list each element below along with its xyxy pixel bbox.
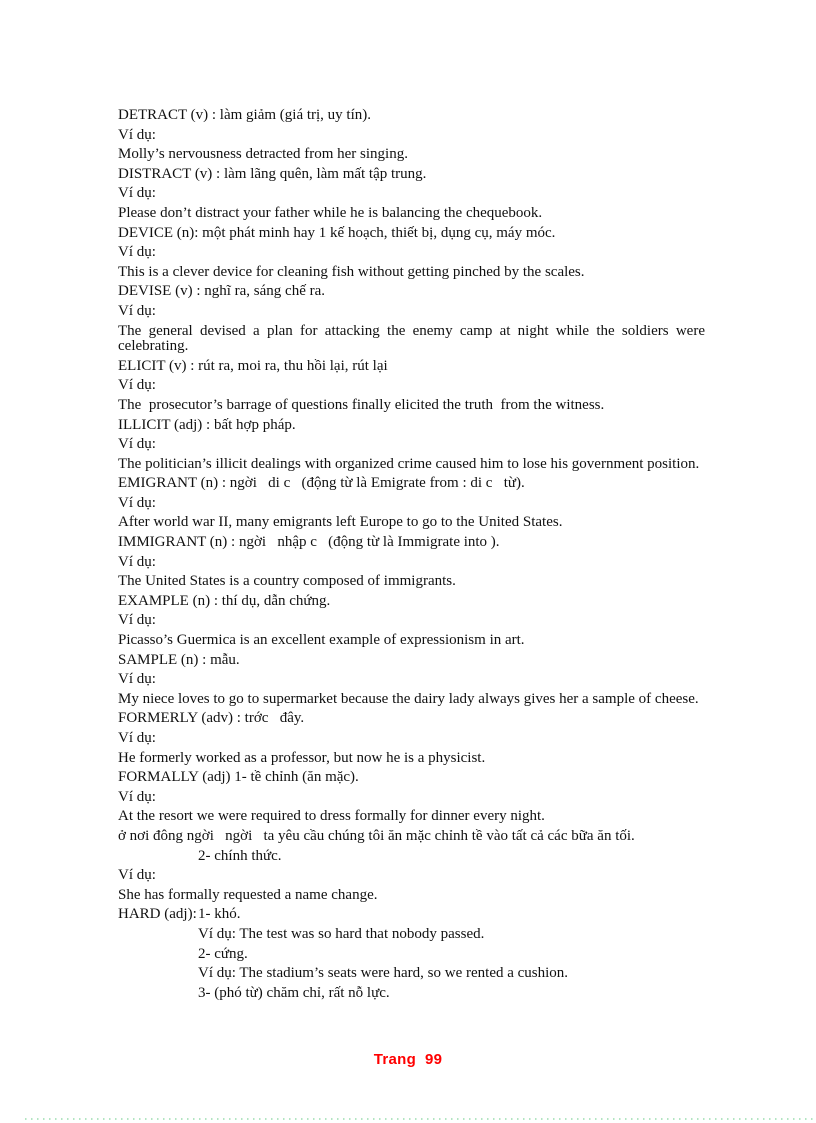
page-break-dotted-line [25,1118,816,1120]
text-line: The prosecutor’s barrage of questions finally elicited the truth from the witness. [118,396,605,413]
text-line: After world war II, many emigrants left Europe to go to the United States. [118,514,563,531]
text-line: FORMERLY (adv) : trớc đây. [118,710,305,727]
text-line: DETRACT (v) : làm giảm (giá trị, uy tín). [118,107,372,123]
text-line: EXAMPLE (n) : thí dụ, dẫn chứng. [118,592,331,609]
text-line: Ví dụ: [118,185,156,202]
text-line: She has formally requested a name change. [118,886,378,903]
text-line: Ví dụ: The stadium’s seats were hard, so we rented a cushion. [198,965,569,982]
text-line: Ví dụ: The test was so hard that nobody passed. [198,925,485,942]
text-line: The politician’s illicit dealings with organized crime caused him to lose his government position. [118,455,700,472]
text-line: The general devised a plan for attacking the enemy camp at night while the soldiers were [118,322,705,339]
text-line: ở nơi đông ngời ngời ta yêu cầu chúng tôi ăn mặc chỉnh tề vào tất cả các bữa ăn tối. [118,827,635,844]
text-line: 2- cứng. [198,945,248,962]
document-body [118,106,705,1003]
text-line: My niece loves to go to supermarket because the dairy lady always gives her a sample of cheese. [118,690,699,707]
text-line: At the resort we were required to dress formally for dinner every night. [118,808,545,825]
text-line: Ví dụ: [118,788,156,805]
text-line: Ví dụ: [118,302,156,319]
text-line: Ví dụ: [118,126,156,143]
text-line: 2- chính thức. [198,847,282,864]
entry-word: HARD (adj): [118,906,197,923]
text-line: Ví dụ: [118,612,156,629]
text-line: Ví dụ: [118,436,156,453]
entry-sense: 1- khó. [198,906,241,923]
text-line: DEVISE (v) : nghĩ ra, sáng chế ra. [118,283,326,300]
text-line: Molly’s nervousness detracted from her singing. [118,146,408,163]
text-line: EMIGRANT (n) : ngời di c (động từ là Emigrate from : di c từ). [118,475,525,492]
text-line: Ví dụ: [118,730,156,746]
text-line: Ví dụ: [118,377,156,394]
text-line: celebrating. [118,338,189,355]
text-line: This is a clever device for cleaning fish without getting pinched by the scales. [118,263,585,280]
text-line: DISTRACT (v) : làm lãng quên, làm mất tập trung. [118,165,427,182]
text-line: Picasso’s Guermica is an excellent example of expressionism in art. [118,632,525,649]
text-line: Ví dụ: [118,867,156,884]
text-line: IMMIGRANT (n) : ngời nhập c (động từ là Immigrate into ). [118,534,500,551]
text-line: Ví dụ: [118,671,156,688]
text-line: DEVICE (n): một phát minh hay 1 kế hoạch, thiết bị, dụng cụ, máy móc. [118,224,556,241]
text-line: ELICIT (v) : rút ra, moi ra, thu hồi lại, rút lại [118,357,388,374]
text-line: SAMPLE (n) : mẫu. [118,651,240,668]
text-line: The United States is a country composed of immigrants. [118,573,456,590]
text-line [118,905,705,925]
text-line: Ví dụ: [118,244,156,261]
text-line: Ví dụ: [118,553,156,570]
text-line: ILLICIT (adj) : bất hợp pháp. [118,416,296,433]
page-number: Trang 99 [373,1051,443,1068]
text-line: Please don’t distract your father while he is balancing the chequebook. [118,204,543,221]
text-line: FORMALLY (adj) 1- tề chỉnh (ăn mặc). [118,769,359,786]
text-line: Ví dụ: [118,494,156,511]
text-line: 3- (phó từ) chăm chỉ, rất nỗ lực. [198,984,390,1001]
text-line: He formerly worked as a professor, but now he is a physicist. [118,749,486,766]
